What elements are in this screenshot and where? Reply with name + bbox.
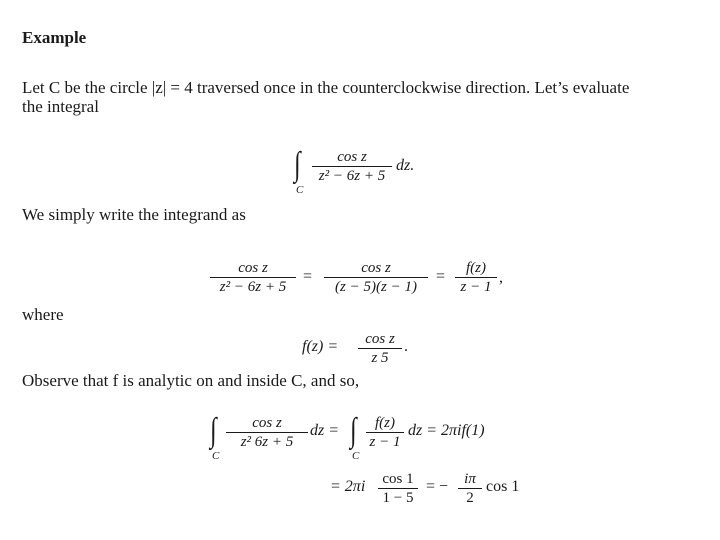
intro-line-2: the integral [22,97,99,116]
period: . [404,338,408,355]
rewrite-frac-2 [324,259,428,296]
numerator: cos 1 [382,471,414,487]
numerator: cos z [252,415,282,431]
numerator: cos z [361,260,391,276]
denominator: z 5 [371,350,389,366]
denominator: z − 1 [460,279,492,295]
numerator: cos z [337,149,367,165]
integral-sign: ∫ [210,412,217,449]
numerator: f(z) [375,415,395,431]
denominator: 1 − 5 [382,490,414,506]
f-fraction [358,330,402,367]
calc-frac-2 [366,414,404,451]
observe-line: Observe that f is analytic on and inside C, and so, [22,371,360,390]
rewrite-frac-1 [210,259,296,296]
dz-suffix: dz. [396,157,415,174]
equals-sign: = [303,268,313,285]
line-prefix: = 2πi [330,478,366,495]
comma: , [499,269,503,286]
numerator: cos z [365,331,395,347]
f-lhs: f(z) = [302,338,339,355]
calc-frac-4 [458,470,482,507]
dz-equals: dz = [310,422,340,439]
denominator: z² 6z + 5 [240,434,294,450]
denominator: 2 [466,490,474,506]
numerator: f(z) [466,260,486,276]
contour-label: C [352,450,360,462]
write-line: We simply write the integrand as [22,205,246,224]
integral-sign: ∫ [294,146,301,183]
intro-line-1: Let C be the circle |z| = 4 traversed once in the counterclockwise direction. Let’s evaluate [22,78,630,97]
rewrite-frac-3 [455,259,497,296]
where-label: where [22,305,64,324]
denominator: z − 1 [369,434,401,450]
integral-sign: ∫ [350,412,357,449]
denominator: (z − 5)(z − 1) [335,279,417,295]
equals-sign: = [436,268,446,285]
numerator: cos z [238,260,268,276]
denominator: z² − 6z + 5 [219,279,287,295]
contour-label: C [212,450,220,462]
example-heading: Example [22,28,87,47]
denominator: z² − 6z + 5 [318,168,386,184]
integrand-fraction [312,148,392,185]
calc-frac-1 [226,414,308,451]
dz-result: dz = 2πif(1) [408,422,485,439]
numerator: iπ [464,471,476,487]
cos-tail: cos 1 [486,478,520,495]
contour-label: C [296,184,304,196]
equals-minus: = − [426,478,449,495]
calc-frac-3 [378,470,418,507]
